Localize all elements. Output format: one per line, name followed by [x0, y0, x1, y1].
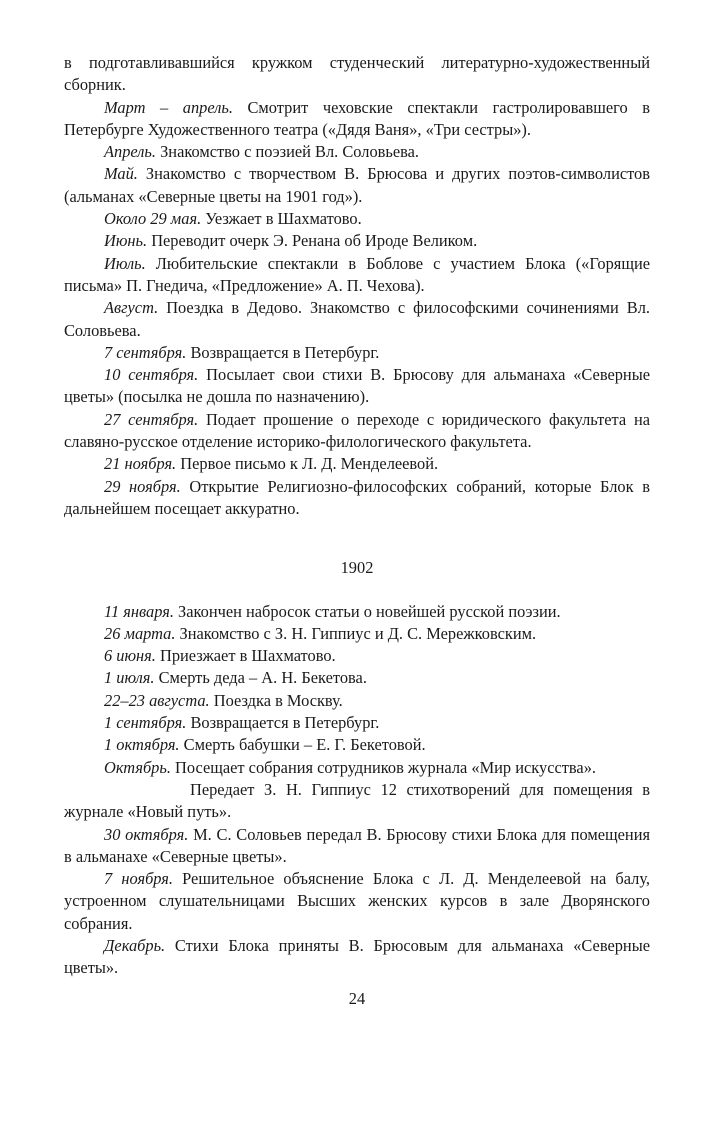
chronicle-entry	[64, 734, 650, 756]
chronicle-entry	[64, 623, 650, 645]
entry-date: 6 июня.	[104, 646, 156, 666]
entry-date: 10 сентября.	[104, 365, 199, 385]
entry-date: 1 сентября.	[104, 713, 187, 733]
entry-date: Июль.	[104, 253, 146, 273]
entry-date: 27 сентября.	[104, 409, 199, 429]
entry-text: Поездка в Дедово. Знакомство с философскими сочинениями Вл. Соловьева.	[64, 298, 650, 340]
chronicle-entry	[64, 645, 650, 667]
chronicle-entry	[64, 208, 650, 230]
chronicle-entry	[64, 690, 650, 712]
entry-text: Подает прошение о переходе с юридического факультета на славяно-русское отделение историко-филологического факультета.	[64, 409, 650, 452]
chronicle-entry	[64, 364, 650, 409]
chronicle-entry	[64, 453, 650, 475]
entry-text: Возвращается в Петербург.	[186, 713, 380, 733]
chronicle-entry	[64, 824, 650, 869]
entry-text: Знакомство с творчеством В. Брюсова и других поэтов-символистов (альманах «Северные цветы на 1901 год»).	[64, 164, 650, 206]
entry-text: Закончен набросок статьи о новейшей русской поэзии.	[173, 601, 561, 621]
entry-text: Знакомство с З. Н. Гиппиус и Д. С. Мережковским.	[175, 623, 537, 643]
entry-date: 22–23 августа.	[104, 690, 210, 710]
page-number: 24	[348, 988, 366, 1008]
chronicle-entry	[64, 757, 650, 779]
entry-text: Поездка в Москву.	[209, 690, 343, 710]
entry-date: Апрель.	[104, 142, 156, 162]
entry-date: Май.	[104, 164, 138, 184]
chronicle-entry	[64, 230, 650, 252]
entry-text: Смерть бабушки – Е. Г. Бекетовой.	[179, 735, 426, 755]
chronicle-entry	[64, 868, 650, 935]
entry-text: Первое письмо к Л. Д. Менделеевой.	[176, 454, 439, 474]
chronicle-entry	[64, 409, 650, 454]
entry-text: М. С. Соловьев передал В. Брюсову стихи Блока для помещения в альманахе «Северные цветы».	[64, 824, 650, 866]
chronicle-entry	[64, 52, 650, 97]
chronicle-1902-section	[64, 601, 650, 980]
entry-text: Любительские спектакли в Боблове с участием Блока («Горящие письма» П. Гнедича, «Предложение» А. П. Чехова).	[64, 253, 650, 295]
entry-text: Открытие Религиозно-философских собраний, которые Блок в дальнейшем посещает аккуратно.	[64, 476, 650, 518]
entry-date: Октябрь.	[104, 757, 171, 777]
entry-text: Посещает собрания сотрудников журнала «Мир искусства».	[170, 757, 597, 777]
entry-text: Посылает свои стихи В. Брюсову для альманаха «Северные цветы» (посылка не дошла по назначению).	[64, 365, 650, 407]
chronicle-1901-section	[64, 52, 650, 520]
chronicle-entry	[64, 935, 650, 980]
entry-text: Возвращается в Петербург.	[186, 342, 380, 362]
entry-date: 7 сентября.	[104, 342, 187, 362]
chronicle-entry	[64, 476, 650, 521]
chronicle-entry	[64, 97, 650, 142]
chronicle-entry	[64, 667, 650, 689]
chronicle-entry	[64, 779, 650, 824]
entry-text: Переводит очерк Э. Ренана об Ироде Великом.	[147, 231, 478, 251]
entry-text: в подготавливавшийся кружком студенческий литературно-художественный сборник.	[64, 53, 650, 95]
chronicle-entry	[64, 141, 650, 163]
chronicle-entry	[64, 712, 650, 734]
entry-date: 26 марта.	[104, 623, 176, 643]
document-page	[64, 52, 650, 1008]
entry-date: 21 ноября.	[104, 454, 177, 474]
entry-text: Решительное объяснение Блока с Л. Д. Менделеевой на балу, устроенном слушательницами Высших женских курсов в зале Дворянского собрания.	[64, 869, 650, 933]
entry-text: Уезжает в Шахматово.	[201, 209, 362, 229]
entry-text: Передает З. Н. Гиппиус 12 стихотворений для помещения в журнале «Новый путь».	[64, 779, 650, 822]
entry-date: Март – апрель.	[104, 97, 233, 117]
chronicle-entry	[64, 601, 650, 623]
chronicle-entry	[64, 342, 650, 364]
year-heading: 1902	[340, 558, 374, 578]
entry-date: 29 ноября.	[104, 476, 181, 496]
entry-date: Около 29 мая.	[104, 209, 202, 229]
chronicle-entry	[64, 253, 650, 298]
chronicle-entry	[64, 297, 650, 342]
entry-text: Смерть деда – А. Н. Бекетова.	[154, 668, 367, 688]
entry-text: Смотрит чеховские спектакли гастролировавшего в Петербурге Художественного театра («Дядя Ваня», «Три сестры»).	[64, 97, 650, 139]
entry-date: Декабрь.	[104, 935, 166, 955]
entry-date: 1 июля.	[104, 668, 155, 688]
entry-text: Знакомство с поэзией Вл. Соловьева.	[155, 142, 420, 162]
entry-text: Стихи Блока приняты В. Брюсовым для альманаха «Северные цветы».	[64, 935, 650, 978]
entry-date: 1 октября.	[104, 735, 180, 755]
entry-date: Август.	[104, 298, 159, 318]
entry-text: Приезжает в Шахматово.	[155, 646, 336, 666]
entry-date: Июнь.	[104, 231, 148, 251]
entry-date: 7 ноября.	[104, 869, 174, 889]
chronicle-entry	[64, 163, 650, 208]
entry-date: 30 октября.	[104, 824, 189, 844]
entry-date: 11 января.	[104, 601, 174, 621]
